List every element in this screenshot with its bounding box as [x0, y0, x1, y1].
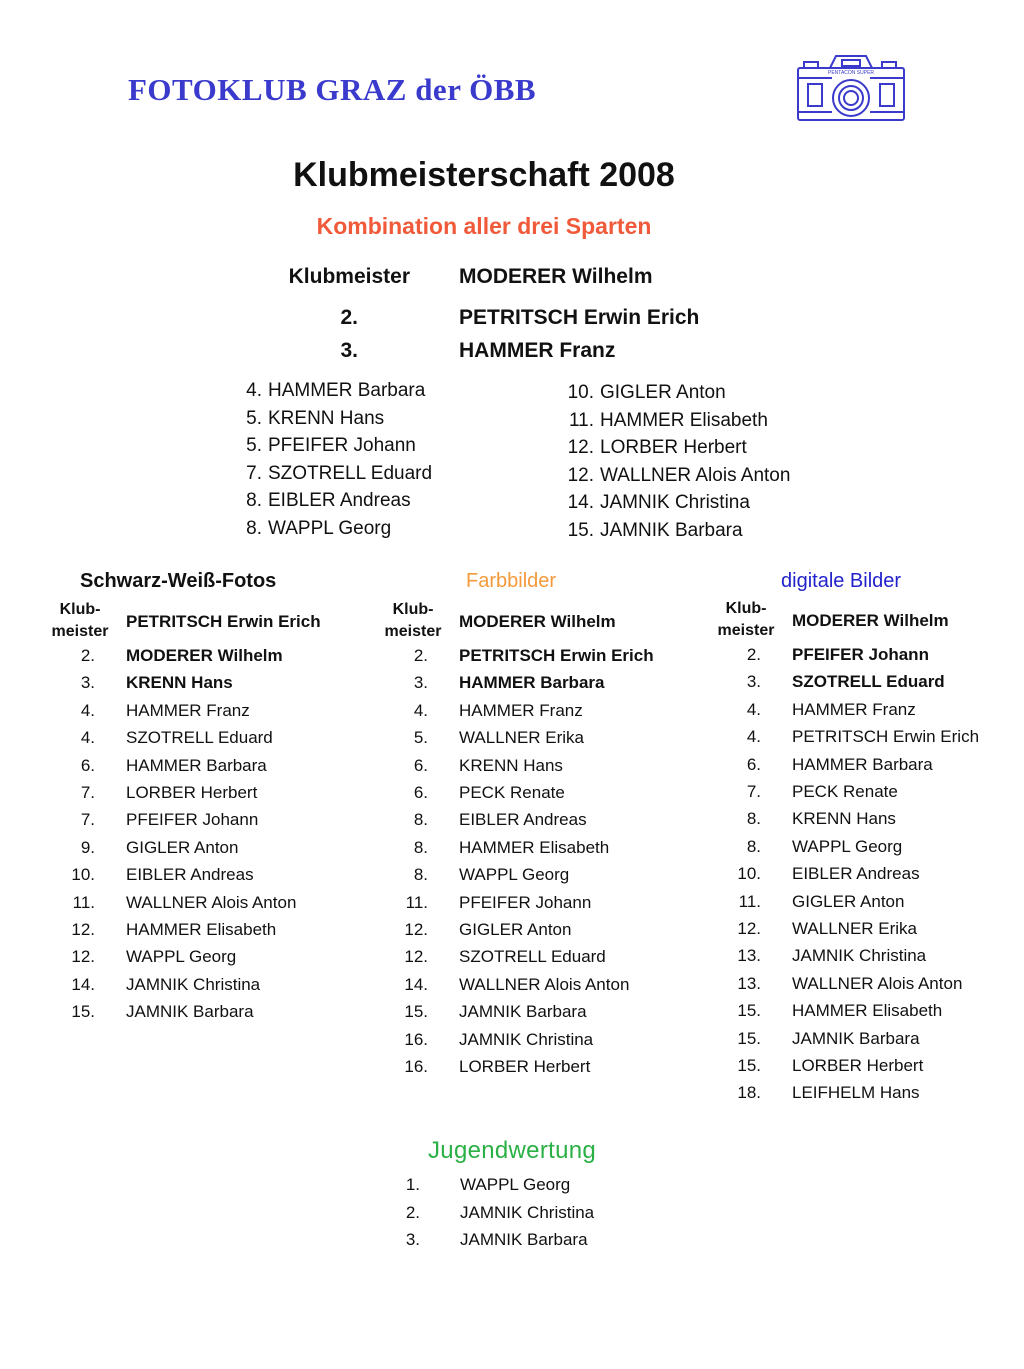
- heading-farbbilder: Farbbilder: [466, 570, 557, 592]
- result-rank: 8.: [413, 865, 428, 885]
- result-name: HAMMER Barbara: [126, 755, 267, 775]
- combined-name: JAMNIK Barbara: [600, 519, 743, 541]
- page-title: Klubmeisterschaft 2008: [293, 156, 675, 194]
- result-rank: 4.: [80, 728, 95, 748]
- klubmeister-label: meister: [51, 623, 109, 640]
- result-rank: 15.: [71, 1002, 95, 1022]
- result-name: PETRITSCH Erwin Erich: [792, 727, 980, 747]
- result-rank: 16.: [404, 1057, 428, 1076]
- result-name: EIBLER Andreas: [459, 810, 587, 830]
- result-rank: 12.: [404, 920, 428, 939]
- combined-rank: 7.: [246, 462, 262, 484]
- klubmeister-label: Klub-: [725, 600, 767, 617]
- result-rank: 16.: [404, 1029, 428, 1049]
- result-name: HAMMER Barbara: [459, 673, 605, 693]
- combined-row: [554, 382, 726, 404]
- result-name: GIGLER Anton: [126, 837, 239, 857]
- result-rank: 4.: [413, 700, 428, 720]
- result-rank: 7.: [80, 810, 95, 830]
- podium-name-2: PETRITSCH Erwin Erich: [459, 306, 700, 329]
- result-name: MODERER Wilhelm: [126, 646, 283, 665]
- result-name: PFEIFER Johann: [459, 892, 592, 912]
- subtitle: Kombination aller drei Sparten: [316, 213, 652, 239]
- combined-name: JAMNIK Christina: [600, 492, 750, 513]
- result-rank: 11.: [72, 892, 95, 912]
- result-name: LORBER Herbert: [126, 783, 258, 802]
- combined-row: [222, 408, 384, 430]
- result-name: EIBLER Andreas: [792, 864, 920, 884]
- klubmeister-name: MODERER Wilhelm: [792, 611, 949, 630]
- result-rank: 12.: [71, 947, 95, 967]
- result-name: HAMMER Franz: [792, 699, 916, 719]
- podium-name-3: HAMMER Franz: [459, 339, 616, 362]
- result-name: KRENN Hans: [459, 755, 563, 775]
- result-rank: 10.: [737, 864, 761, 884]
- result-name: WALLNER Erika: [459, 728, 585, 748]
- result-rank: 12.: [737, 919, 761, 938]
- result-rank: 4.: [80, 700, 95, 720]
- result-rank: 14.: [404, 974, 428, 994]
- combined-name: WAPPL Georg: [268, 517, 392, 539]
- combined-rank: 8.: [246, 517, 262, 539]
- result-name: SZOTRELL Eduard: [459, 947, 606, 967]
- result-name: PECK Renate: [792, 782, 898, 801]
- result-rank: 8.: [746, 836, 761, 856]
- result-rank: 7.: [80, 783, 95, 802]
- podium-rank-3: 3.: [340, 339, 358, 362]
- result-name: HAMMER Franz: [459, 700, 583, 720]
- combined-row: [222, 490, 411, 512]
- podium-rank-1: Klubmeister: [288, 265, 410, 288]
- result-name: HAMMER Elisabeth: [459, 837, 610, 857]
- combined-row: [554, 437, 747, 459]
- result-rank: 15.: [737, 1056, 761, 1075]
- result-name: WALLNER Erika: [792, 919, 918, 938]
- youth-rank: 2.: [405, 1202, 420, 1222]
- result-rank: 10.: [71, 865, 95, 885]
- klubmeister-label: Klub-: [392, 601, 434, 618]
- result-name: GIGLER Anton: [459, 920, 572, 939]
- combined-row: [554, 520, 743, 542]
- heading-digitale-bilder: digitale Bilder: [781, 570, 902, 592]
- youth-name: WAPPL Georg: [460, 1175, 571, 1194]
- combined-row: [222, 463, 432, 485]
- result-rank: 14.: [71, 974, 95, 994]
- result-name: EIBLER Andreas: [126, 865, 254, 885]
- result-name: KRENN Hans: [792, 809, 896, 829]
- klubmeister-name: PETRITSCH Erwin Erich: [126, 612, 321, 631]
- result-rank: 2.: [413, 646, 428, 665]
- result-rank: 7.: [746, 782, 761, 801]
- club-name: FOTOKLUB GRAZ der ÖBB: [128, 72, 537, 107]
- result-name: SZOTRELL Eduard: [126, 728, 273, 748]
- combined-row: [222, 435, 416, 457]
- result-name: JAMNIK Christina: [792, 946, 927, 966]
- result-rank: 6.: [746, 754, 761, 774]
- result-name: WAPPL Georg: [792, 836, 903, 856]
- result-name: LEIFHELM Hans: [792, 1083, 920, 1103]
- klubmeister-label: meister: [384, 623, 442, 640]
- result-name: HAMMER Elisabeth: [792, 1001, 943, 1021]
- result-name: KRENN Hans: [126, 673, 233, 693]
- podium-rank-2: 2.: [340, 306, 358, 329]
- result-rank: 2.: [746, 645, 761, 664]
- result-name: WAPPL Georg: [459, 865, 570, 885]
- combined-row: [222, 380, 425, 402]
- result-name: WAPPL Georg: [126, 947, 237, 967]
- result-rank: 4.: [746, 727, 761, 747]
- result-name: PECK Renate: [459, 783, 565, 802]
- result-name: PETRITSCH Erwin Erich: [459, 646, 654, 665]
- combined-rank: 4.: [246, 380, 262, 401]
- combined-rank: 14.: [567, 492, 594, 513]
- result-rank: 8.: [413, 837, 428, 857]
- result-name: HAMMER Barbara: [792, 754, 933, 774]
- result-name: PFEIFER Johann: [126, 810, 259, 830]
- result-rank: 11.: [738, 891, 761, 911]
- result-rank: 5.: [413, 728, 428, 748]
- combined-rank: 10.: [567, 382, 594, 403]
- result-rank: 12.: [71, 920, 95, 939]
- result-rank: 8.: [746, 809, 761, 829]
- combined-name: KRENN Hans: [268, 407, 385, 429]
- result-name: SZOTRELL Eduard: [792, 672, 945, 692]
- klubmeister-label: Klub-: [59, 601, 101, 618]
- combined-row: [554, 465, 790, 487]
- camera-brand: PENTACON SUPER: [827, 70, 875, 76]
- combined-rank: 5.: [246, 435, 262, 456]
- youth-name: JAMNIK Barbara: [460, 1230, 588, 1249]
- combined-row: [554, 492, 750, 514]
- combined-name: SZOTRELL Eduard: [268, 462, 433, 484]
- combined-name: EIBLER Andreas: [268, 490, 411, 511]
- klubmeister-name: MODERER Wilhelm: [459, 612, 616, 631]
- combined-rank: 12.: [567, 437, 594, 458]
- youth-name: JAMNIK Christina: [460, 1202, 595, 1222]
- result-rank: 6.: [413, 755, 428, 775]
- result-rank: 13.: [737, 946, 761, 966]
- combined-name: WALLNER Alois Anton: [600, 464, 791, 486]
- youth-rank: 1.: [405, 1175, 420, 1194]
- heading-jugendwertung: Jugendwertung: [428, 1137, 597, 1164]
- combined-name: PFEIFER Johann: [268, 435, 416, 456]
- result-rank: 2.: [80, 646, 95, 665]
- result-name: PFEIFER Johann: [792, 645, 929, 664]
- combined-rank: 8.: [246, 490, 262, 511]
- result-rank: 13.: [737, 973, 761, 993]
- result-name: JAMNIK Barbara: [126, 1002, 254, 1022]
- result-rank: 12.: [404, 947, 428, 967]
- result-rank: 18.: [737, 1083, 761, 1103]
- result-name: JAMNIK Barbara: [792, 1028, 920, 1048]
- heading-schwarz-weiss: Schwarz-Weiß-Fotos: [80, 570, 277, 592]
- result-rank: 6.: [80, 755, 95, 775]
- result-rank: 4.: [746, 699, 761, 719]
- result-rank: 6.: [413, 783, 428, 802]
- result-rank: 15.: [737, 1028, 761, 1048]
- youth-rank: 3.: [405, 1230, 420, 1249]
- result-rank: 3.: [746, 672, 761, 692]
- result-name: JAMNIK Christina: [459, 1029, 594, 1049]
- combined-rank: 15.: [567, 519, 594, 541]
- result-name: LORBER Herbert: [792, 1056, 924, 1075]
- combined-row: [222, 518, 391, 540]
- result-name: GIGLER Anton: [792, 891, 905, 911]
- result-name: HAMMER Franz: [126, 700, 250, 720]
- result-name: LORBER Herbert: [459, 1057, 591, 1076]
- combined-name: HAMMER Barbara: [268, 380, 426, 401]
- combined-name: HAMMER Elisabeth: [600, 409, 768, 431]
- combined-row: [554, 410, 768, 432]
- result-rank: 15.: [737, 1001, 761, 1021]
- result-rank: 15.: [404, 1002, 428, 1022]
- result-name: JAMNIK Christina: [126, 974, 261, 994]
- combined-rank: 12.: [567, 464, 594, 486]
- combined-name: GIGLER Anton: [600, 382, 726, 403]
- result-rank: 3.: [413, 673, 428, 693]
- result-name: WALLNER Alois Anton: [792, 973, 963, 993]
- result-rank: 8.: [413, 810, 428, 830]
- result-name: HAMMER Elisabeth: [126, 920, 277, 939]
- combined-rank: 11.: [568, 409, 594, 431]
- klubmeister-label: meister: [717, 622, 775, 639]
- podium-name-1: MODERER Wilhelm: [459, 265, 653, 288]
- result-name: WALLNER Alois Anton: [459, 974, 630, 994]
- result-name: WALLNER Alois Anton: [126, 892, 297, 912]
- result-rank: 3.: [80, 673, 95, 693]
- result-name: JAMNIK Barbara: [459, 1002, 587, 1022]
- combined-rank: 5.: [246, 407, 262, 429]
- result-rank: 11.: [405, 892, 428, 912]
- camera-icon: [794, 52, 908, 124]
- result-rank: 9.: [80, 837, 95, 857]
- combined-name: LORBER Herbert: [600, 437, 747, 458]
